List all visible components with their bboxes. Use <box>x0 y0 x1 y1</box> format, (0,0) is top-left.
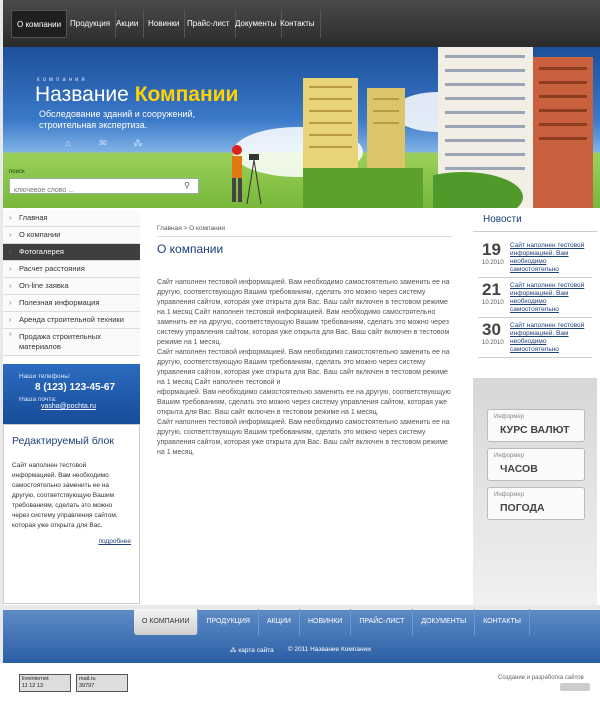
search-label: поиск <box>9 169 25 175</box>
mail-icon[interactable]: ✉ <box>99 138 107 148</box>
logo-text-plain: Название <box>35 83 129 106</box>
article-paragraph: нформацией. Вам необходимо самостоятельно заменить ее на другую, соответствующую Вашим требованиям, сделать это можно через систему управления сайтом, которая уже открыта для Вас. Ваш сайт включен в тестовом режиме на 1 месяц. <box>157 389 451 416</box>
article-paragraph: Сайт наполнен тестовой информацией. Вам необходимо самостоятельно заменить ее на другую, соответствующую Вашим требованиям, сделать это можно через систему управления сайтом, которая уже открыта для Вас. Ваш сайт включен в тестовом режиме на 1 месяц Сайт наполнен тестовой и <box>157 349 450 386</box>
header-banner <box>3 47 600 208</box>
search-box <box>9 169 199 194</box>
news-item <box>478 318 592 358</box>
phone-label: Наши телефоны: <box>19 373 71 380</box>
copyright: © 2011 Название Компании <box>287 646 371 653</box>
news-item <box>478 278 592 318</box>
mailru-counter[interactable] <box>76 674 128 692</box>
footer-nav-promos[interactable]: АКЦИИ <box>259 609 300 635</box>
news-day: 30 <box>482 320 501 339</box>
footer-nav-new[interactable]: НОВИНКИ <box>300 609 351 635</box>
sitemap-icon: ⁂ <box>230 647 239 654</box>
liveinternet-counter[interactable] <box>19 674 71 692</box>
informer-label: Информер <box>494 453 525 459</box>
footer-nav-contacts[interactable]: КОНТАКТЫ <box>475 609 530 635</box>
editable-block-title: Редактируемый блок <box>12 435 114 447</box>
sidebar-item-online-request[interactable]: › On-line заявка <box>3 278 140 295</box>
header-icons <box>63 138 143 148</box>
informer-currency[interactable] <box>487 409 585 442</box>
footer-nav-pricelist[interactable]: ПРАЙС-ЛИСТ <box>351 609 413 635</box>
footer-line <box>230 646 371 654</box>
counter-value: 39797 <box>79 683 95 689</box>
footer-nav-documents[interactable]: ДОКУМЕНТЫ <box>413 609 475 635</box>
news-day: 21 <box>482 280 501 299</box>
topnav-new[interactable]: Новинки <box>143 10 185 38</box>
news-title: Новости <box>473 208 597 232</box>
building-image <box>303 68 423 208</box>
news-day: 19 <box>482 240 501 259</box>
counter-name: liveinternet <box>22 676 49 682</box>
main-content <box>157 225 452 458</box>
article-paragraph: Сайт наполнен тестовой информацией. Вам необходимо самостоятельно заменить ее на другую, соответствующую Вашим требованиям, сделать это можно через систему управления сайтом, которая уже открыта для Вас. Ваш сайт включен в тестовом режиме на 1 месяц Сайт наполнен тестовой информацией. Вам необходимо самостоятельно заменить ее на другую, соответствующую Вашим требованиям, сделать это можно через систему управления сайтом, которая уже открыта для Вас. Ваш сайт включен в тестовом режиме на 1 месяц. <box>157 279 450 346</box>
informer-label: Информер <box>494 414 525 420</box>
sidebar-item-materials-sale[interactable]: › Продажа строительных материалов <box>3 329 140 356</box>
developer-logo[interactable] <box>560 683 590 691</box>
logo-text-bold: Компании <box>134 83 239 106</box>
breadcrumb: Главная > О компании <box>157 225 452 237</box>
sitemap-label: карта сайта <box>238 647 274 654</box>
mail-label: Наша почта: <box>19 396 57 403</box>
news-block <box>473 208 597 378</box>
topnav-about[interactable]: О компании <box>11 10 67 38</box>
sidebar-item-gallery[interactable]: › Фотогалерея <box>3 244 140 261</box>
informer-clock[interactable] <box>487 448 585 481</box>
article-body <box>157 278 452 458</box>
logo[interactable] <box>35 83 238 107</box>
informer-value: ПОГОДА <box>500 502 545 514</box>
news-month-year: 10.2010 <box>482 300 504 306</box>
footer-nav-products[interactable]: ПРОДУКЦИЯ <box>198 609 258 635</box>
sitemap-icon[interactable]: ⁂ <box>133 138 143 148</box>
news-month-year: 10.2010 <box>482 260 504 266</box>
developer-link[interactable]: Создание и разработка сайтов <box>498 675 584 681</box>
slogan: Обследование зданий и сооружений, строительная экспертиза. <box>39 109 195 130</box>
editable-block-text: Сайт наполнен тестовой информацией. Вам необходимо самостоятельно заменить ее на другую, соответствующую Вашим требованиям, сделать это можно через систему управления сайтом, которая уже открыта для Вас. <box>12 462 118 529</box>
page-title: О компании <box>157 242 224 256</box>
surveyor-image <box>225 142 265 206</box>
news-link[interactable]: Сайт наполнен тестовой информацией. Вам необходимо самостоятельно <box>510 322 585 353</box>
topnav-documents[interactable]: Документы <box>230 10 282 38</box>
counter-value: 11 12 13 <box>22 683 44 689</box>
topnav-promos[interactable]: Акции <box>111 10 144 38</box>
search-input[interactable] <box>10 184 170 198</box>
logo-prefix: компания <box>37 77 88 83</box>
news-link[interactable]: Сайт наполнен тестовой информацией. Вам необходимо самостоятельно <box>510 242 585 273</box>
sidebar-item-home[interactable]: › Главная <box>3 210 140 227</box>
sidebar-item-distance[interactable]: › Расчет расстояния <box>3 261 140 278</box>
sidebar-item-machinery-rent[interactable]: › Аренда строительной техники <box>3 312 140 329</box>
search-icon[interactable]: ⚲ <box>184 181 190 190</box>
informer-value: ЧАСОВ <box>500 463 538 475</box>
news-item <box>478 238 592 278</box>
editable-block <box>3 424 140 604</box>
sidebar-item-about[interactable]: › О компании <box>3 227 140 244</box>
tower-image <box>433 47 600 208</box>
article-paragraph: Сайт наполнен тестовой информацией. Вам необходимо самостоятельно заменить ее на другую, соответствующую Вашим требованиям, сделать это можно через систему управления сайтом, которая уже открыта для Вас. Ваш сайт включен в тестовом режиме на 1 месяц. <box>157 419 450 456</box>
news-link[interactable]: Сайт наполнен тестовой информацией. Вам необходимо самостоятельно <box>510 282 585 313</box>
search-field <box>9 178 199 194</box>
informer-value: КУРС ВАЛЮТ <box>500 424 570 436</box>
contacts-block <box>3 364 140 424</box>
footer-nav-about[interactable]: О КОМПАНИИ <box>134 609 198 635</box>
footer-navigation <box>134 609 530 635</box>
phone-number: 8 (123) 123-45-67 <box>35 382 116 393</box>
topnav-contacts[interactable]: Контакты <box>275 10 321 38</box>
sidebar-item-useful-info[interactable]: › Полезная информация <box>3 295 140 312</box>
news-month-year: 10.2010 <box>482 340 504 346</box>
more-link[interactable]: подробнее <box>98 538 131 545</box>
counter-name: mail.ru <box>79 676 96 682</box>
topnav-products[interactable]: Продукция <box>65 10 116 38</box>
sitemap-link[interactable] <box>230 646 274 654</box>
home-icon[interactable]: ⌂ <box>65 138 71 148</box>
informer-label: Информер <box>494 492 525 498</box>
mail-link[interactable]: vasha@pochta.ru <box>41 403 96 410</box>
informer-weather[interactable] <box>487 487 585 520</box>
topnav-pricelist[interactable]: Прайс-лист <box>182 10 236 38</box>
top-navigation <box>3 0 600 47</box>
sidebar-menu <box>3 210 140 356</box>
